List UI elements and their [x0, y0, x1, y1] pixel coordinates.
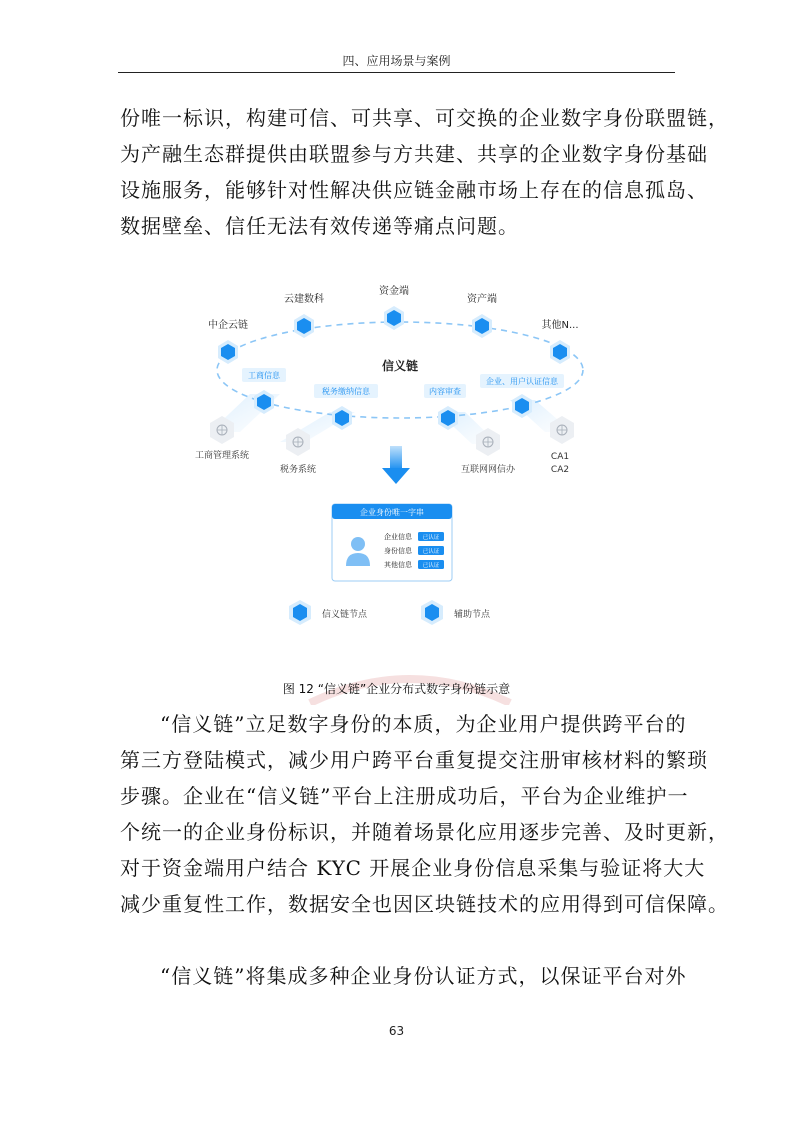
body-line: 步骤。企业在“信义链”平台上注册成功后，平台为企业维护一 [120, 784, 689, 808]
chain-node [550, 340, 570, 364]
figure-caption: 图 12 “信义链”企业分布式数字身份链示意 [282, 682, 511, 696]
node-label: 其他N... [541, 320, 579, 331]
body-line: “信义链”立足数字身份的本质，为企业用户提供跨平台的 [160, 712, 687, 736]
body-line: “信义链”将集成多种企业身份认证方式，以保证平台对外 [160, 964, 687, 988]
identity-card [332, 504, 452, 581]
info-tag-label: 税务缴纳信息 [322, 387, 370, 396]
intro-paragraph [120, 100, 729, 244]
legend-label: 辅助节点 [454, 610, 491, 620]
body-line: 个统一的企业身份标识，并随着场景化应用逐步完善、及时更新， [120, 820, 729, 844]
info-tag-label: 工商信息 [248, 371, 280, 380]
body-line: 对于资金端用户结合 KYC 开展企业身份信息采集与验证将大大 [120, 856, 706, 880]
node-label: 资产端 [467, 294, 497, 305]
ring-label: 信义链 [381, 359, 419, 373]
verified-badge-label: 已认证 [422, 535, 440, 541]
card-row-label: 其他信息 [384, 561, 412, 569]
chain-node [294, 314, 314, 338]
chain-diagram [180, 282, 620, 642]
card-row-label: 身份信息 [384, 547, 412, 555]
running-header: 四、应用场景与案例 [342, 54, 451, 68]
node-label: 中企云链 [208, 320, 248, 331]
source-label: 工商管理系统 [194, 451, 250, 461]
node-label: 云建数科 [284, 294, 324, 305]
node-label: 资金端 [379, 286, 409, 297]
intro-line: 为产融生态群提供由联盟参与方共建、共享的企业数字身份基础 [120, 142, 708, 166]
legend-label: 信义链节点 [322, 610, 368, 620]
verified-badge-label: 已认证 [422, 563, 440, 569]
source-label: CA2 [550, 465, 570, 475]
chain-node [218, 340, 238, 364]
chain-node [472, 314, 492, 338]
legend [289, 600, 491, 625]
chain-node [384, 306, 404, 330]
header-rule [118, 72, 675, 73]
source-label: CA1 [550, 452, 570, 462]
chain-node [332, 406, 352, 430]
card-row-label: 企业信息 [384, 533, 412, 541]
body-paragraph-2 [120, 958, 687, 994]
info-tag-label: 内容审查 [429, 387, 461, 396]
chain-node-legend-icon [289, 600, 311, 625]
source-label: 税务系统 [279, 465, 317, 475]
down-arrow-icon [382, 446, 410, 484]
card-title: 企业身份唯一字串 [360, 508, 424, 517]
aux-node-legend-icon [421, 600, 443, 625]
intro-line: 设施服务，能够针对性解决供应链金融市场上存在的信息孤岛、 [120, 178, 708, 202]
info-tag-label: 企业、用户认证信息 [486, 377, 558, 386]
intro-line: 份唯一标识，构建可信、可共享、可交换的企业数字身份联盟链， [120, 106, 729, 130]
page-number: 63 [388, 1024, 405, 1038]
body-paragraph-1 [120, 706, 729, 922]
verified-badge-label: 已认证 [422, 549, 440, 555]
intro-line: 数据壁垒、信任无法有效传递等痛点问题。 [120, 214, 519, 238]
source-label: 互联网网信办 [460, 465, 516, 475]
body-line: 第三方登陆模式，减少用户跨平台重复提交注册审核材料的繁琐 [120, 748, 708, 772]
body-line: 减少重复性工作，数据安全也因区块链技术的应用得到可信保障。 [120, 892, 729, 916]
